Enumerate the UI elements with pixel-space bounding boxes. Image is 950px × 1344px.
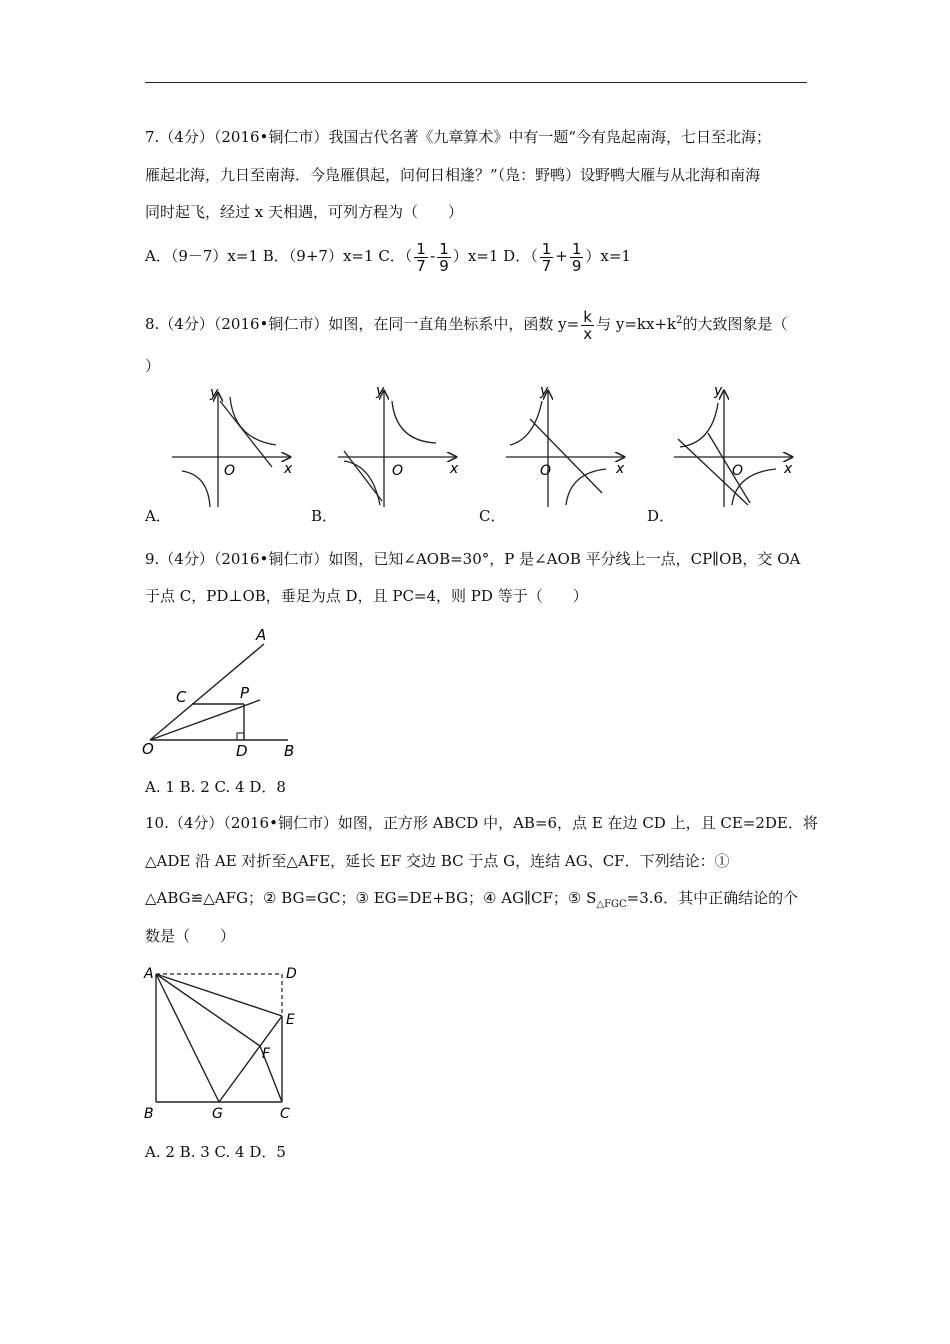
svg-text:y: y — [210, 385, 219, 401]
fraction: $\frac{k}{x}$ — [583, 307, 593, 343]
svg-text:D: D — [236, 742, 248, 760]
q7-option-c[interactable]: C．（ $\frac{1}{7}$ - $\frac{1}{9}$ ）x=1 — [378, 239, 499, 275]
svg-text:x: x — [450, 461, 459, 477]
svg-text:B: B — [284, 742, 295, 760]
q9-options[interactable]: A. 1 B. 2 C. 4 D．8 — [145, 778, 286, 796]
q8-option-b[interactable]: B． — [311, 507, 338, 525]
svg-text:y: y — [540, 383, 549, 399]
svg-text:O: O — [392, 463, 404, 479]
q8-option-c[interactable]: C． — [479, 507, 506, 525]
svg-text:D: D — [286, 966, 297, 982]
svg-text:C: C — [176, 688, 187, 706]
q7-option-d[interactable]: D．（ $\frac{1}{7}$ + $\frac{1}{9}$ ）x=1 — [503, 239, 631, 275]
svg-text:E: E — [286, 1012, 295, 1028]
fraction: $\frac{1}{7}$ — [416, 239, 426, 275]
fraction: $\frac{1}{9}$ — [571, 239, 582, 275]
q7-option-a[interactable]: A．（9－7）x=1 — [145, 247, 258, 265]
fraction: $\frac{1}{9}$ — [439, 239, 449, 275]
svg-text:y: y — [714, 383, 723, 399]
svg-text:x: x — [784, 461, 793, 477]
svg-text:O: O — [142, 740, 154, 758]
q8-graph-d — [672, 383, 802, 508]
svg-text:O: O — [732, 463, 744, 479]
q10-options[interactable]: A. 2 B. 3 C. 4 D．5 — [145, 1143, 286, 1161]
q9-line1: 9.（4分）（2016•铜仁市）如图，已知∠AOB=30°，P 是∠AOB 平分线上一点，CP∥OB，交 OA — [145, 550, 801, 568]
q7-line1: 7.（4分）（2016•铜仁市）我国古代名著《九章算术》中有一题“今有凫起南海，七日至北海； — [145, 128, 772, 146]
q8-graph-a — [170, 383, 300, 508]
svg-text:A: A — [144, 966, 154, 982]
q10-line3: △ABG≌△AFG；② BG=GC；③ EG=DE+BG；④ AG∥CF；⑤ $S_{\triangle FGC}=3.6$．其中正确结论的个 — [145, 889, 799, 910]
q7-options — [145, 238, 631, 274]
q10-line1: 10.（4分）（2016•铜仁市）如图，正方形 ABCD 中，AB=6，点 E 在边 CD 上，且 CE=2DE．将 — [145, 814, 818, 832]
q7-option-b[interactable]: B．（9+7）x=1 — [262, 247, 374, 265]
svg-text:x: x — [616, 461, 625, 477]
q8-line1: 8.（4分）（2016•铜仁市）如图，在同一直角坐标系中，函数 y= $\frac{k}{x}$ 与 $y=kx+k^2$的大致图象是（ — [145, 307, 788, 343]
q9-line2: 于点 C，PD⊥OB，垂足为点 D，且 PC=4，则 PD 等于（ ） — [145, 587, 588, 605]
q10-line2: △ADE 沿 AE 对折至△AFE，延长 EF 交边 BC 于点 G，连结 AG、CF．下列结论：① — [145, 852, 730, 870]
q10-line4: 数是（ ） — [145, 927, 236, 945]
q7-line3: 同时起飞，经过 x 天相遇，可列方程为（ ） — [145, 203, 463, 221]
svg-text:O: O — [224, 463, 236, 479]
svg-text:F: F — [262, 1046, 271, 1062]
q8-graph-c — [504, 383, 634, 508]
svg-text:B: B — [144, 1106, 154, 1122]
svg-text:x: x — [284, 461, 293, 477]
q8-line2: ） — [145, 357, 161, 375]
q8-graph-b — [336, 383, 466, 508]
svg-text:P: P — [240, 684, 250, 702]
svg-text:G: G — [212, 1106, 223, 1122]
svg-text:C: C — [280, 1106, 290, 1122]
q9-diagram — [140, 622, 310, 762]
header-rule — [145, 82, 807, 83]
svg-text:O: O — [540, 463, 552, 479]
q7-line2: 雁起北海，九日至南海．今凫雁俱起，问何日相逢？”（凫：野鸭）设野鸭大雁与从北海和南海 — [145, 166, 761, 184]
q10-diagram — [140, 962, 320, 1127]
q8-option-d[interactable]: D． — [647, 507, 675, 525]
svg-text:y: y — [376, 383, 385, 399]
svg-text:A: A — [256, 626, 267, 644]
fraction: $\frac{1}{7}$ — [541, 239, 552, 275]
q8-option-a[interactable]: A． — [145, 507, 171, 525]
